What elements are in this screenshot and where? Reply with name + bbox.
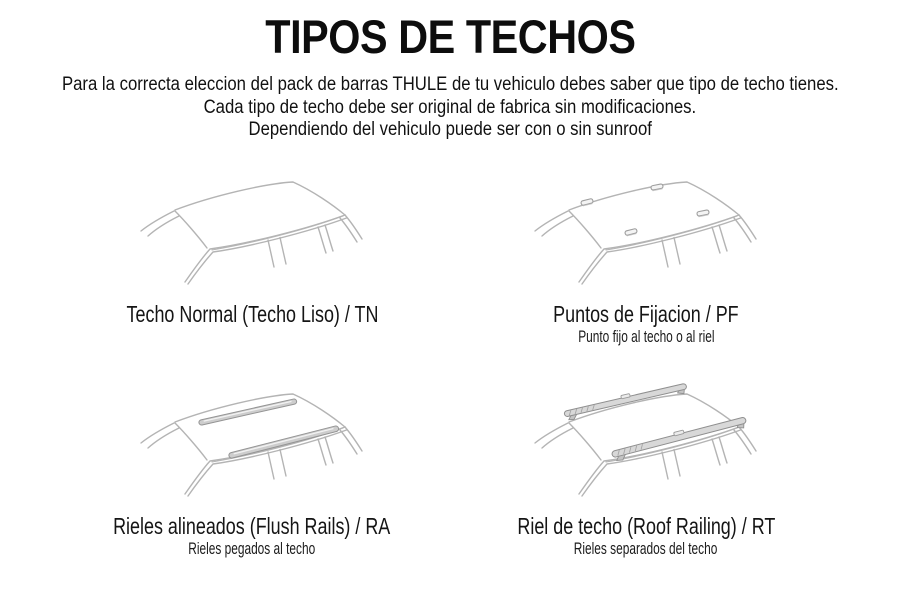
car-roof-outline bbox=[141, 182, 362, 284]
intro-text bbox=[0, 74, 900, 142]
car-roof-outline bbox=[535, 182, 756, 284]
intro-line-2: Cada tipo de techo debe ser original de fabrica sin modificaciones. bbox=[203, 96, 697, 118]
roof-type-tn bbox=[55, 150, 449, 362]
flush-rails-roof-drawing bbox=[127, 372, 377, 512]
roof-type-pf bbox=[449, 150, 843, 362]
raised-rail-near bbox=[611, 414, 748, 462]
roof-type-label-rt: Riel de techo (Roof Railing) / RT bbox=[517, 513, 775, 539]
raised-rail-far bbox=[563, 381, 688, 422]
page-title-text: TIPOS DE TECHOS bbox=[264, 10, 636, 63]
roof-type-label-ra: Rieles alineados (Flush Rails) / RA bbox=[113, 513, 391, 539]
roof-type-label-pf: Puntos de Fijacion / PF bbox=[553, 301, 739, 327]
page-title bbox=[0, 0, 900, 62]
raised-roof-railing-drawing bbox=[521, 372, 771, 512]
roof-type-sublabel-rt: Rieles separados del techo bbox=[574, 539, 718, 558]
fixed-points-roof-drawing bbox=[521, 160, 771, 300]
roof-type-ra bbox=[55, 362, 449, 580]
roof-types-grid bbox=[55, 150, 843, 580]
fixation-point bbox=[625, 228, 638, 236]
fixation-point bbox=[651, 184, 664, 191]
roof-type-rt-caption bbox=[481, 512, 812, 559]
roof-type-sublabel-tn bbox=[91, 327, 414, 347]
intro-line-3: Dependiendo del vehiculo puede ser con o sin sunroof bbox=[248, 119, 652, 140]
roof-type-ra-caption bbox=[74, 512, 429, 559]
intro-line-1: Para la correcta eleccion del pack de barras THULE de tu vehiculo debes saber que tipo de techo tienes. bbox=[61, 74, 839, 95]
flush-rail-far bbox=[198, 398, 297, 425]
roof-type-rt bbox=[449, 362, 843, 580]
roof-type-tn-caption bbox=[91, 300, 414, 347]
fixation-point bbox=[697, 210, 710, 217]
fixation-point bbox=[581, 198, 594, 206]
roof-type-sublabel-pf: Punto fijo al techo o al riel bbox=[577, 327, 715, 346]
roof-type-pf-caption bbox=[527, 300, 765, 347]
roof-type-sublabel-ra: Rieles pegados al techo bbox=[188, 539, 316, 558]
smooth-roof-drawing bbox=[127, 160, 377, 300]
roof-type-label-tn: Techo Normal (Techo Liso) / TN bbox=[126, 301, 378, 327]
